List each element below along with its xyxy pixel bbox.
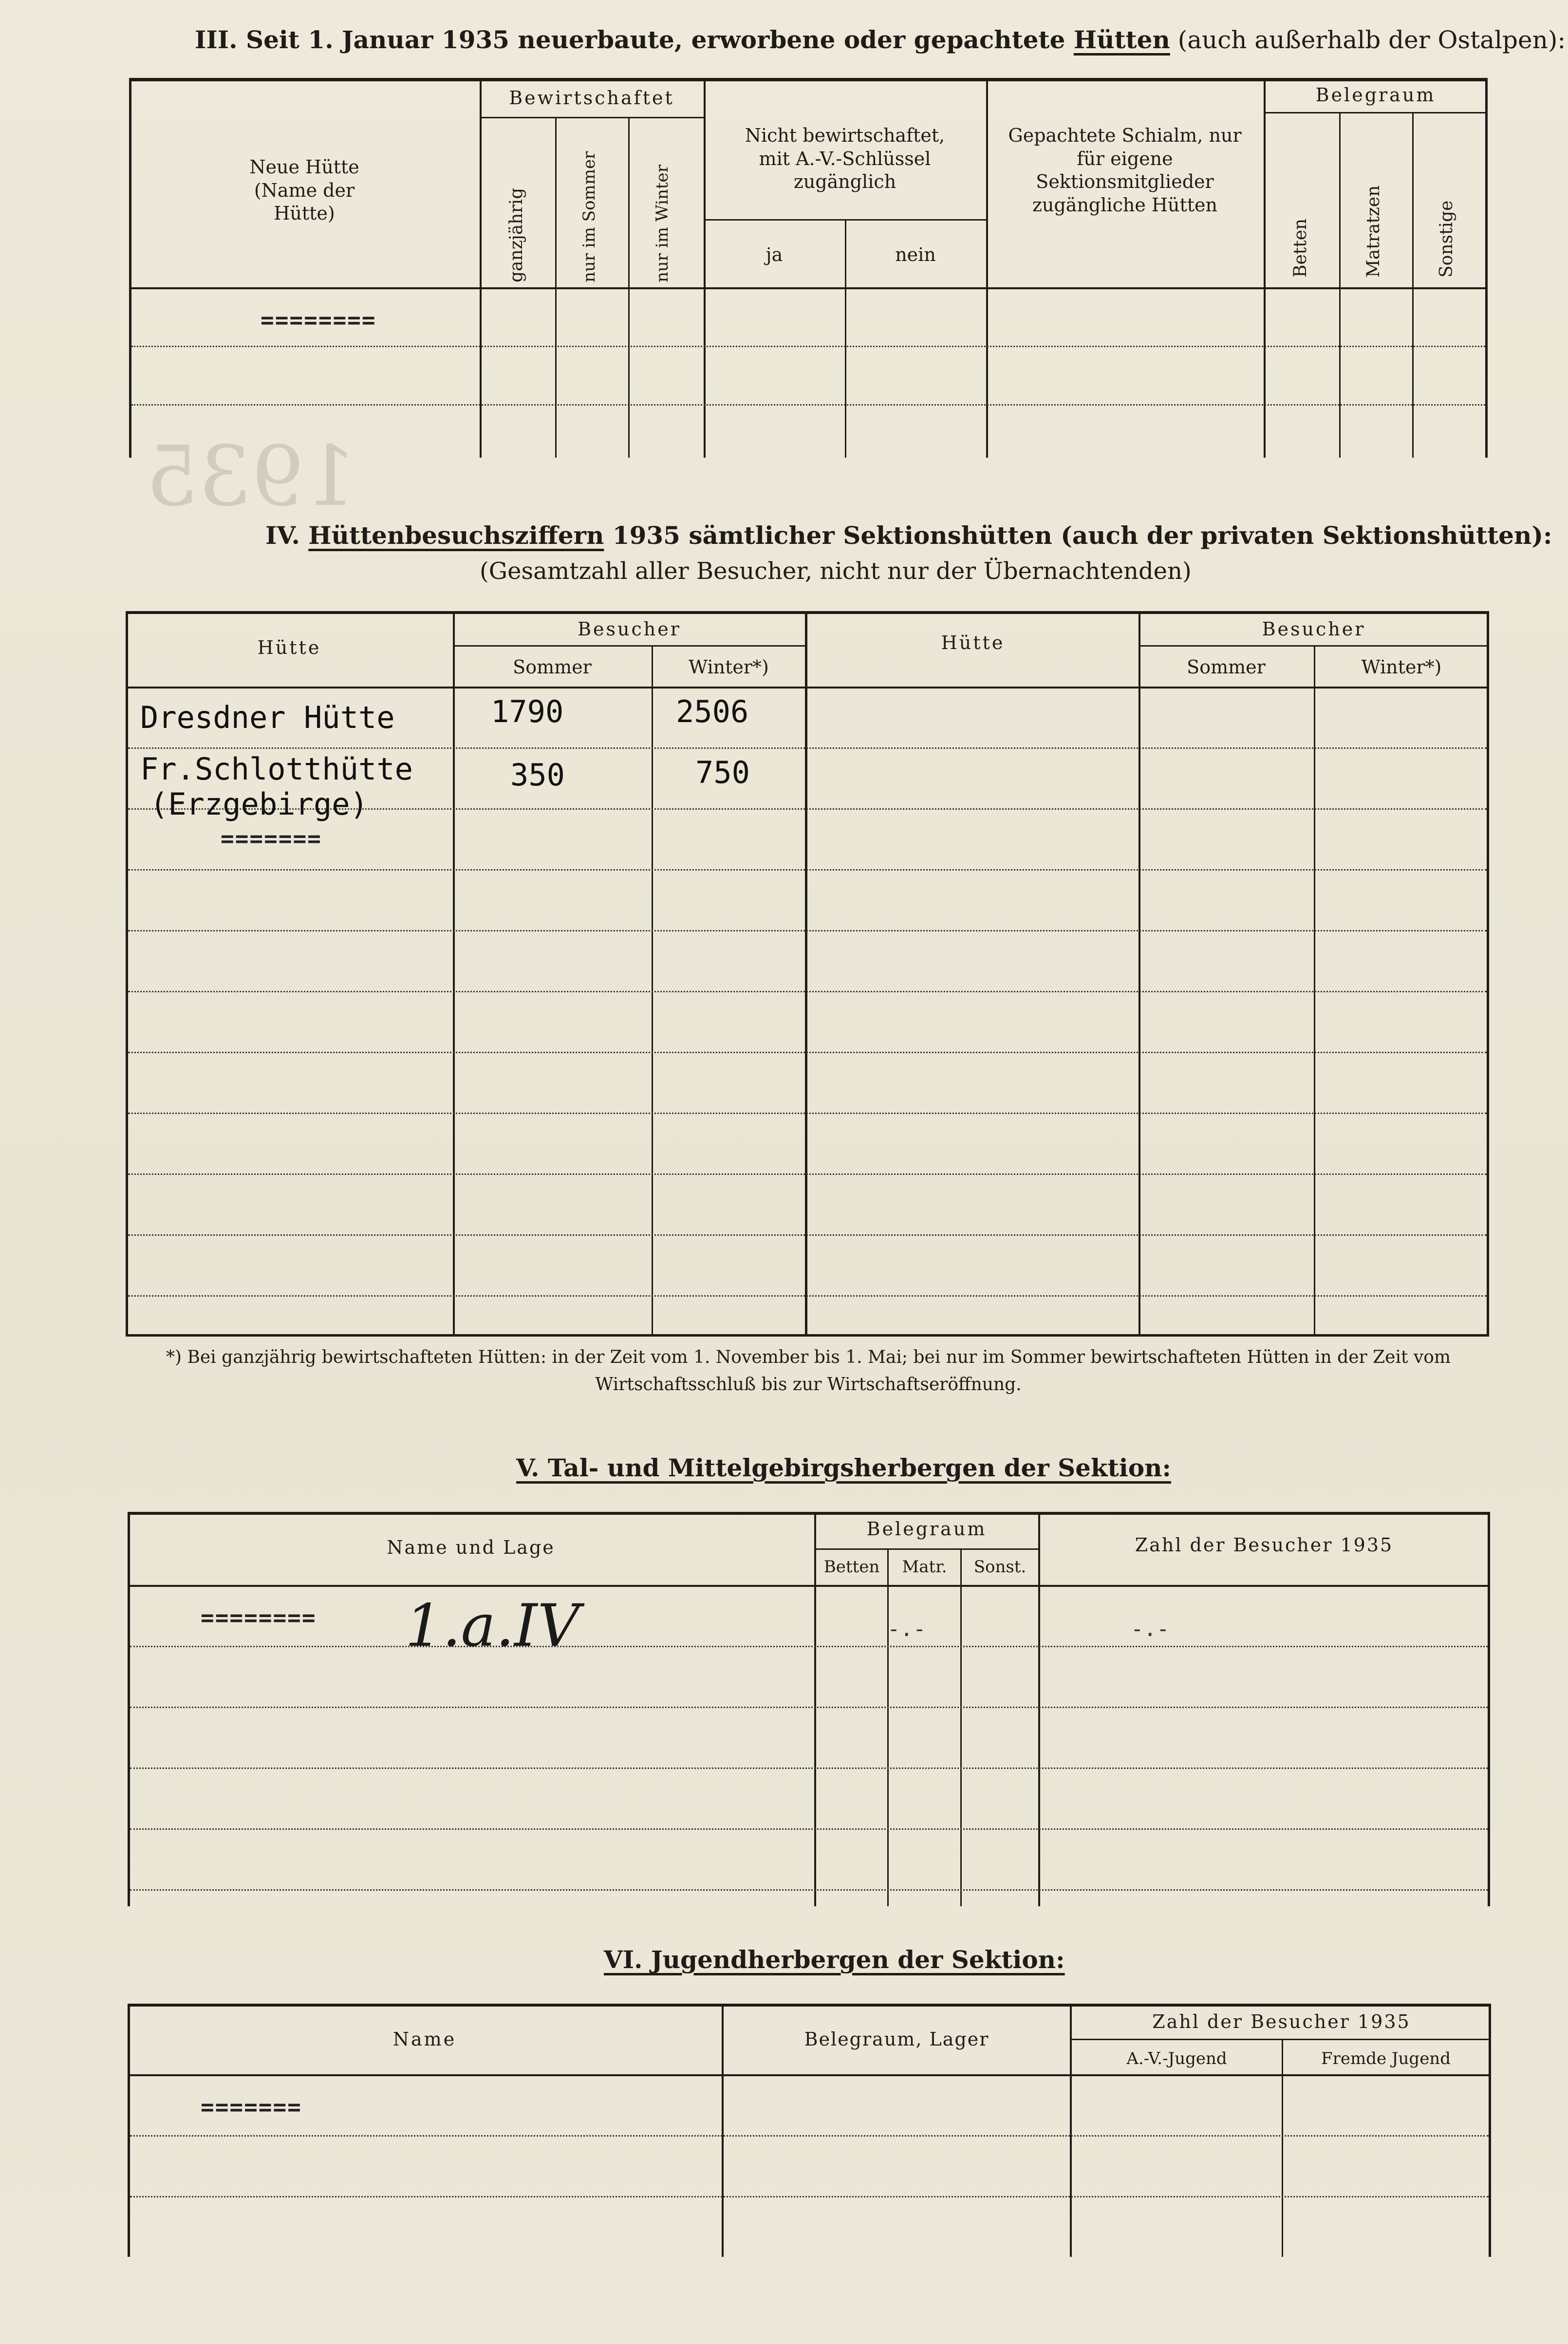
section4-table — [126, 611, 1489, 1337]
bleed-through-title: 1935 — [146, 428, 357, 525]
section4-col-summer-left: Sommer — [513, 656, 592, 678]
section3-table — [129, 78, 1488, 458]
section4-subtitle: (Gesamtzahl aller Besucher, nicht nur der Übernachtenden) — [480, 558, 1192, 585]
section4-col-winter-left: Winter*) — [689, 656, 769, 678]
section5-group-capacity: Belegraum — [866, 1518, 987, 1540]
section5-col-matr: Matr. — [902, 1557, 947, 1577]
section5-col-beds: Betten — [823, 1557, 880, 1577]
section4-title-rest: 1935 sämtlicher Sektionshütten (auch der privaten Sektionshütten): — [604, 521, 1552, 550]
section3-col-leased: Gepachtete Schialm, nur für eigene Sektionsmitglieder zugängliche Hütten — [1008, 125, 1242, 216]
section6-col-capacity: Belegraum, Lager — [804, 2028, 989, 2050]
section5-col-other: Sonst. — [973, 1557, 1027, 1577]
section4-col-winter-right: Winter*) — [1361, 656, 1442, 678]
section3-group-unmanaged: Nicht bewirtschaftet, mit A.-V.-Schlüssel zugänglich — [745, 125, 945, 192]
section6-col-name: Name — [392, 2028, 457, 2050]
section4-title-underlined: Hüttenbesuchsziffern — [308, 521, 604, 550]
section4-title-prefix: IV. — [265, 521, 309, 550]
section4-col-summer-right: Sommer — [1187, 656, 1266, 678]
section6-group-visitors: Zahl der Besucher 1935 — [1152, 2011, 1411, 2032]
section3-col-winter: nur im Winter — [653, 165, 672, 282]
section3-col-yes: ja — [765, 244, 783, 265]
hut-row-2-name: Fr.Schlotthütte — [140, 751, 413, 787]
section3-title-underlined: Hütten — [1073, 25, 1170, 54]
section4-entry-mark: ======= — [221, 825, 322, 852]
section6-col-youth: A.-V.-Jugend — [1126, 2049, 1227, 2068]
section4-footnote: *) Bei ganzjährig bewirtschafteten Hütten: in der Zeit vom 1. November bis 1. Mai; bei nur im Sommer bewirtschafteten Hütten in der Zeit vom Wirtschaftsschluß bis zur Wirtschaftseröffnung. — [166, 1347, 1451, 1395]
section5-title — [516, 1453, 1171, 1482]
section3-col-yearround: ganzjährig — [506, 187, 526, 282]
section3-group-capacity: Belegraum — [1315, 84, 1436, 106]
section6-title — [604, 1945, 1065, 1974]
hut-row-1-name: Dresdner Hütte — [140, 700, 395, 735]
hut-row-1-winter: 2506 — [676, 694, 749, 729]
section6-col-foreign: Fremde Jugend — [1321, 2049, 1451, 2068]
section3-col-other: Sonstige — [1437, 200, 1456, 278]
section3-title-bold: III. Seit 1. Januar 1935 neuerbaute, erworbene oder gepachtete — [195, 25, 1074, 54]
handwritten-note: 1.a.IV — [405, 1592, 580, 1660]
section6-table — [128, 2004, 1491, 2257]
section3-col-summer: nur im Sommer — [579, 151, 599, 282]
section5-entry-mark: ======== — [201, 1604, 317, 1631]
section3-col-mattresses: Matratzen — [1363, 185, 1383, 278]
section3-col-no: nein — [895, 244, 936, 265]
section3-col-name: Neue Hütte (Name der Hütte) — [249, 156, 359, 224]
section5-title-text: V. Tal- und Mittelgebirgsherbergen der Sektion: — [516, 1453, 1171, 1482]
section6-entry-mark: ======= — [201, 2094, 302, 2120]
hut-row-2-winter: 750 — [695, 755, 750, 790]
section4-col-hut-right: Hütte — [941, 632, 1005, 653]
section5-col-visitors: Zahl der Besucher 1935 — [1135, 1534, 1394, 1556]
section3-group-managed: Bewirtschaftet — [509, 87, 674, 109]
section3-title-rest: (auch außerhalb der Ostalpen): — [1170, 26, 1566, 54]
section3-entry-mark: ======== — [261, 307, 376, 333]
section5-dash-beds: -.- — [887, 1617, 926, 1641]
section4-group-visitors-left: Besucher — [578, 618, 681, 640]
section4-heading — [265, 521, 1552, 550]
section6-title-text: VI. Jugendherbergen der Sektion: — [604, 1945, 1065, 1974]
section3-col-beds: Betten — [1290, 218, 1310, 278]
hut-row-2-name-line2: (Erzgebirge) — [150, 786, 368, 822]
hut-row-1-summer: 1790 — [491, 694, 564, 729]
section5-dash-visitors: -.- — [1131, 1617, 1170, 1641]
section4-col-hut-left: Hütte — [257, 637, 321, 658]
section5-col-name: Name und Lage — [387, 1537, 555, 1558]
section3-heading — [195, 25, 1566, 54]
section5-table — [128, 1512, 1490, 1906]
section4-group-visitors-right: Besucher — [1262, 618, 1366, 640]
hut-row-2-summer: 350 — [510, 757, 565, 793]
